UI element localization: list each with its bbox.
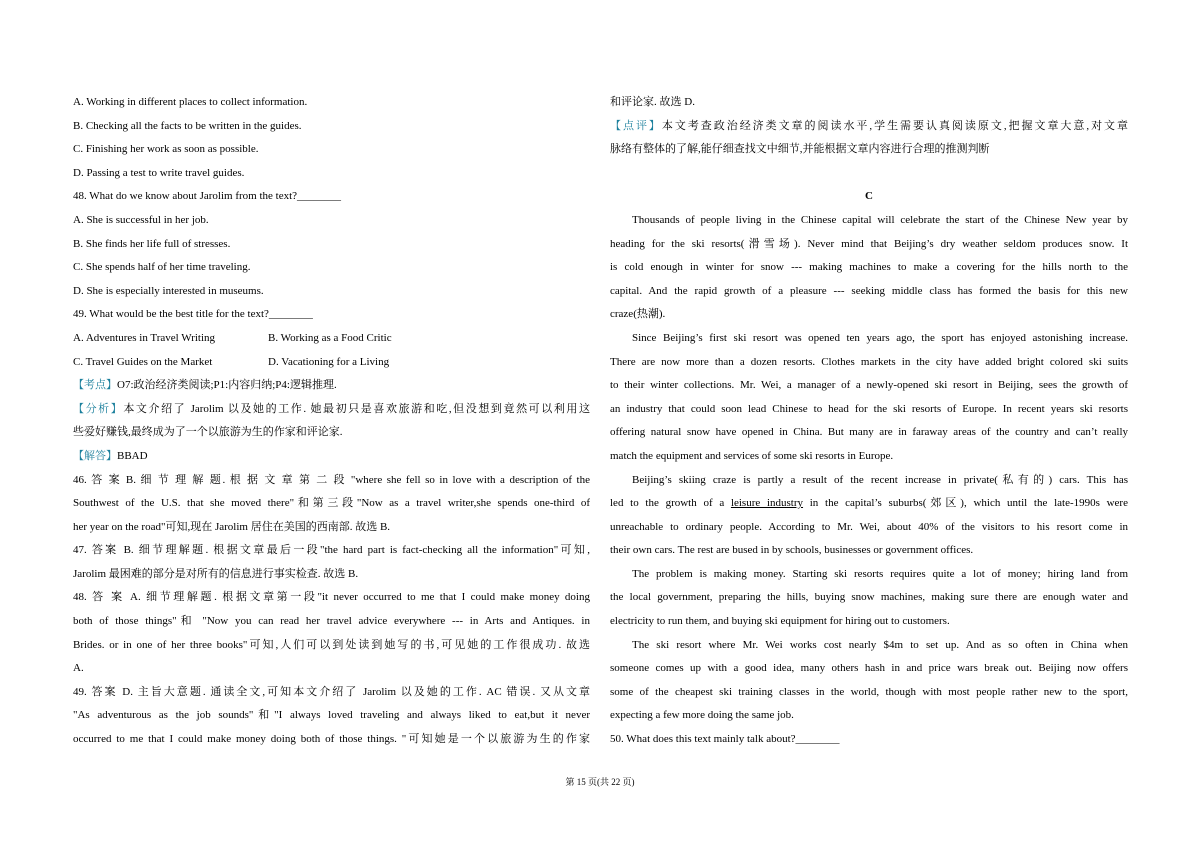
passage-p4-line-3: electricity to run them, and buying ski equipment for hiring out to customers.	[610, 615, 950, 628]
passage-p3-line-1: Beijing’s skiing craze is partly a result of the recent increase in private(私有的) cars. This has	[632, 473, 1128, 486]
passage-p5-line-4: expecting a few more doing the same job.	[610, 709, 794, 722]
answer-48-line-4: A.	[73, 662, 84, 675]
q49-option-b: B. Working as a Food Critic	[268, 331, 392, 344]
kaodian-tag: 【考点】	[73, 379, 117, 392]
q49-options-row-1	[73, 327, 590, 351]
passage-p2-line-6: match the equipment and services of some ski resorts in Europe.	[610, 449, 894, 462]
answer-49-line-4: 和评论家. 故选 D.	[610, 96, 695, 108]
fenxi-line-1	[73, 398, 590, 422]
answer-49-line-3: occurred to me that I could make money doing both of those things. "可知她是一个以旅游为生的作家	[73, 733, 590, 746]
passage-p5-line-3: some of the cheapest ski training classes in the world, though with most people rather new to the sport,	[610, 685, 1128, 698]
passage-p5-line-2: someone comes up with a good idea, many others hash in and price wars break out. Beijing now offers	[610, 662, 1128, 675]
q47-option-c: C. Finishing her work as soon as possible.	[73, 143, 259, 156]
passage-p4-line-2: the local government, preparing the hills, buying snow machines, making sure there are enough water and	[610, 591, 1128, 604]
dianping-text-1: 本文考查政治经济类文章的阅读水平,学生需要认真阅读原文,把握文章大意,对文章	[661, 119, 1128, 132]
p3-line-2-start: led to the growth of a	[610, 497, 731, 510]
passage-p2-line-3: to their winter collections. Mr. Wei, a manager of a newly-opened ski resort in Beijing, sees the growth of	[610, 379, 1128, 392]
q49-option-a: A. Adventures in Travel Writing	[73, 331, 216, 344]
answer-48-line-2: both of those things"和 "Now you can read her travel advice everywhere --- in Arts and Antiques. in	[73, 615, 590, 628]
left-column	[73, 91, 590, 752]
question-48: 48. What do we know about Jarolim from the text?________	[73, 190, 342, 203]
q48-option-c: C. She spends half of her time traveling.	[73, 261, 251, 274]
fenxi-line-2: 些爱好赚钱,最终成为了一个以旅游为生的作家和评论家.	[73, 426, 343, 439]
answer-49-line-2: "As adventurous as the job sounds"和"I always loved traveling and always liked to eat,but it never	[73, 709, 590, 722]
passage-p1-line-3: is cold enough in winter for snow --- making machines to make a covering for the hills north to the	[610, 261, 1128, 274]
passage-p1-line-1: Thousands of people living in the Chinese capital will celebrate the start of the Chinese New year by	[632, 213, 1128, 226]
q47-option-d: D. Passing a test to write travel guides.	[73, 166, 245, 179]
q47-option-a: A. Working in different places to collect information.	[73, 96, 308, 108]
q49-option-d: D. Vacationing for a Living	[268, 355, 390, 368]
passage-p1-line-4: capital. And the rapid growth of a pleasure --- seeking middle class has formed the basis for this new	[610, 284, 1128, 297]
dianping-line-1	[610, 115, 1128, 139]
kaodian-line	[73, 374, 590, 398]
passage-p3-line-4: their own cars. The rest are bused in by schools, businesses or government offices.	[610, 544, 974, 557]
fenxi-tag: 【分析】	[73, 402, 124, 415]
kaodian-text: O7:政治经济类阅读;P1:内容归纳;P4:逻辑推理.	[117, 379, 337, 392]
q49-option-c: C. Travel Guides on the Market	[73, 355, 213, 368]
leisure-industry-underline: leisure industry	[730, 497, 804, 510]
q48-option-b: B. She finds her life full of stresses.	[73, 237, 231, 250]
section-heading: C	[865, 190, 873, 203]
answer-48-line-1: 48. 答 案 A. 细节理解题. 根据文章第一段"it never occurred to me that I could make money doing	[73, 591, 590, 604]
answer-49-line-1: 49. 答案 D. 主旨大意题. 通读全文,可知本文介绍了 Jarolim 以及她的工作. AC 错误. 又从文章	[73, 685, 590, 698]
p3-line-2-end: in the capital’s suburbs(郊区), which until the late-1990s were	[803, 497, 1128, 510]
passage-p1-line-5: craze(热潮).	[610, 308, 666, 321]
passage-p3-line-2	[610, 492, 1128, 516]
answer-48-line-3: Brides. or in one of her three books"可知,人们可以到处读到她写的书,可见她的工作很成功. 故选	[73, 638, 590, 651]
dianping-tag: 【点评】	[610, 119, 662, 132]
passage-p2-line-1: Since Beijing’s first ski resort was opened ten years ago, the sport has enjoyed astonishing increase.	[632, 331, 1128, 344]
jieda-tag: 【解答】	[73, 449, 117, 462]
answer-47-line-2: Jarolim 最困难的部分是对所有的信息进行事实检查. 故选 B.	[73, 567, 359, 580]
jieda-line	[73, 445, 590, 469]
q49-options-row-2	[73, 351, 590, 375]
passage-p2-line-5: offering natural snow have opened in China. But many are in faraway areas of the country and can’t really	[610, 426, 1128, 439]
answer-46-line-3: her year on the road"可知,现在 Jarolim 居住在美国的西南部. 故选 B.	[73, 520, 391, 533]
dianping-line-2: 脉络有整体的了解,能仔细查找文中细节,并能根据文章内容进行合理的推测判断	[610, 143, 990, 156]
section-spacer	[610, 162, 1128, 186]
right-column	[610, 91, 1128, 752]
question-50: 50. What does this text mainly talk about?________	[610, 733, 840, 746]
answer-47-line-1: 47. 答案 B. 细节理解题. 根据文章最后一段"the hard part is fact-checking all the information"可知,	[73, 544, 590, 557]
question-49: 49. What would be the best title for the text?________	[73, 308, 313, 321]
passage-p5-line-1: The ski resort where Mr. Wei works cost nearly $4m to set up. And as so often in China when	[632, 638, 1128, 651]
passage-p3-line-3: unreachable to ordinary people. According to Mr. Wei, about 40% of the visitors to his resort come in	[610, 520, 1128, 533]
fenxi-text-1: 本文介绍了 Jarolim 以及她的工作. 她最初只是喜欢旅游和吃,但没想到竟然可以利用这	[123, 402, 590, 415]
q48-option-a: A. She is successful in her job.	[73, 213, 209, 226]
q48-option-d: D. She is especially interested in museums.	[73, 284, 264, 297]
q47-option-b: B. Checking all the facts to be written in the guides.	[73, 119, 302, 132]
page-footer: 第 15 页(共 22 页)	[565, 777, 635, 787]
passage-p4-line-1: The problem is making money. Starting ski resorts requires quite a lot of money; hiring land from	[632, 567, 1128, 580]
jieda-text: BBAD	[117, 449, 148, 462]
answer-46-line-1: 46. 答 案 B. 细 节 理 解 题. 根 据 文 章 第 二 段 "where she fell so in love with a description of the	[73, 473, 590, 486]
passage-p2-line-4: an industry that could soon lead Chinese to head for the ski resorts of Europe. In recent years ski resorts	[610, 402, 1128, 415]
passage-p2-line-2: There are now more than a dozen resorts. Clothes markets in the city have added bright colored ski suits	[610, 355, 1128, 368]
passage-p1-line-2: heading for the ski resorts(滑雪场). Never mind that Beijing’s dry weather seldom produces snow. It	[610, 237, 1128, 250]
answer-46-line-2: Southwest of the U.S. that she moved there"和第三段"Now as a travel writer,she spends one-third of	[73, 497, 590, 510]
